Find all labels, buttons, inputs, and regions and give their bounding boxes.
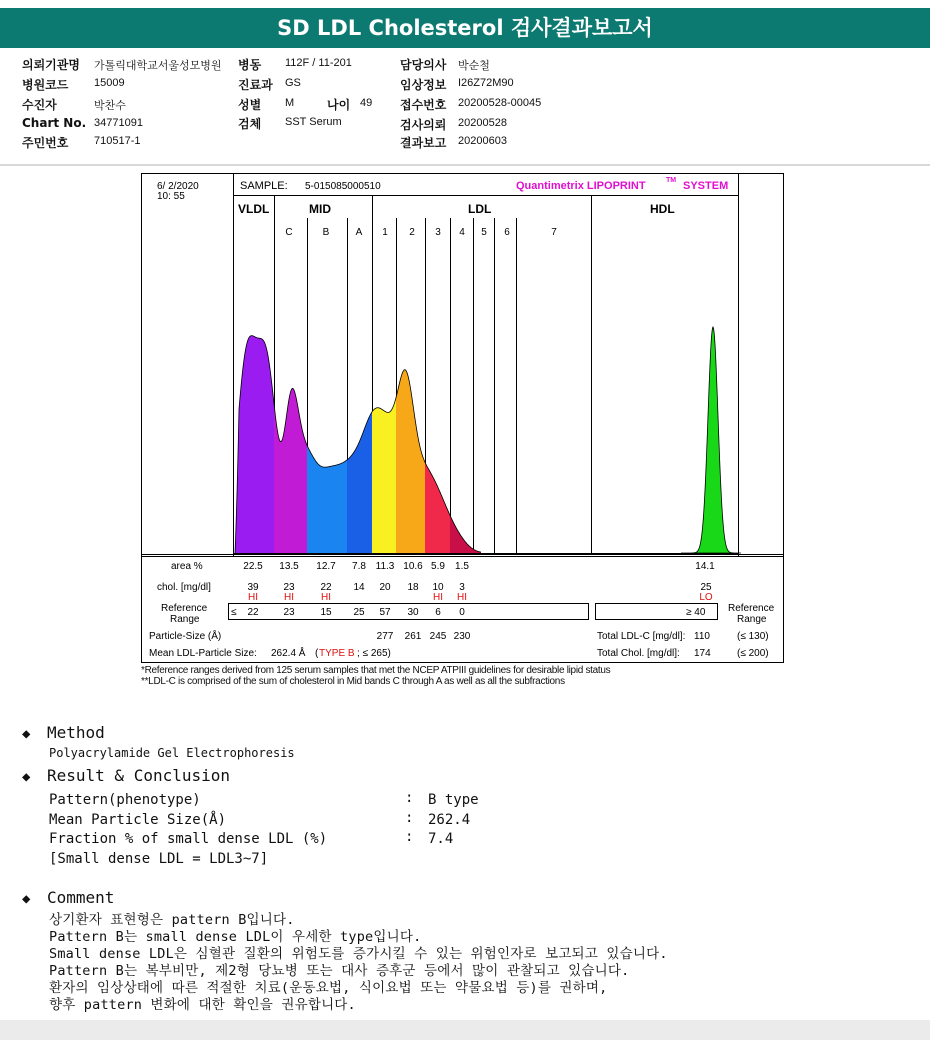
chart-no: 34771091: [94, 117, 143, 129]
area-value: 22.5: [243, 561, 263, 572]
result-row-label: Pattern(phenotype): [49, 792, 201, 808]
clinical-info: I26Z72M90: [458, 77, 514, 89]
particle-size-label: Particle-Size (Å): [149, 631, 222, 642]
dept: GS: [285, 77, 301, 89]
dept-label: 진료과: [238, 78, 273, 92]
sdldl-definition: [Small dense LDL = LDL3~7]: [49, 851, 269, 867]
ref-value: 6: [435, 607, 441, 618]
ward-label: 병동: [238, 58, 262, 72]
patient-info: [0, 52, 930, 164]
flag-value: HI: [433, 592, 443, 603]
subband-label: 3: [435, 227, 441, 238]
patient-label: 수진자: [22, 98, 57, 112]
ref-value: 23: [283, 607, 295, 618]
ref-value: 0: [459, 607, 465, 618]
hdl-ref: ≥ 40: [686, 607, 706, 618]
subband-label: 2: [409, 227, 415, 238]
flag-value: HI: [321, 592, 331, 603]
brand-name: Quantimetrix LIPOPRINT: [516, 180, 646, 192]
result-colon: :: [405, 829, 414, 845]
specimen: SST Serum: [285, 116, 342, 128]
total-ldlc-label: Total LDL-C [mg/dl]:: [597, 631, 686, 642]
area-value: 5.9: [431, 561, 445, 572]
total-chol-ref: (≤ 200): [737, 648, 769, 659]
type-open-paren: (: [315, 648, 319, 659]
total-ldlc-ref: (≤ 130): [737, 631, 769, 642]
result-row-value: 262.4: [428, 812, 471, 828]
chol-value: 10: [432, 582, 444, 593]
area-value: 12.7: [316, 561, 336, 572]
ref-label-line1: Reference: [161, 603, 208, 614]
mean-ldl-value: 262.4 Å: [271, 648, 306, 659]
ref-value: 22: [247, 607, 259, 618]
ref-label-right-line2: Range: [737, 614, 767, 625]
result-row-label: Mean Particle Size(Å): [49, 812, 227, 828]
result-heading: [22, 766, 230, 785]
requesting-org-label: 의뢰기관명: [22, 58, 80, 72]
diamond-bullet-icon: ◆: [22, 726, 31, 742]
result-report-label: 결과보고: [400, 136, 447, 150]
total-chol-label: Total Chol. [mg/dl]:: [597, 648, 680, 659]
area-value: 10.6: [403, 561, 423, 572]
ref-value: 15: [320, 607, 332, 618]
flag-value: HI: [248, 592, 258, 603]
ref-le-symbol: ≤: [231, 607, 237, 618]
band-peak: [372, 398, 396, 553]
diamond-bullet-icon: ◆: [22, 891, 31, 907]
doctor: 박순철: [458, 60, 490, 72]
particle-size-value: 230: [453, 631, 471, 642]
receipt-no-label: 접수번호: [400, 98, 447, 112]
subband-label: C: [285, 227, 293, 238]
mean-ldl-ref: ; ≤ 265): [357, 648, 391, 659]
comment-heading-text: Comment: [47, 888, 115, 907]
subband-label: A: [355, 227, 363, 238]
age-label: 나이: [327, 98, 351, 112]
comment-line: 향후 pattern 변화에 대한 확인을 권유합니다.: [49, 997, 356, 1013]
particle-size-value: 261: [404, 631, 422, 642]
subband-label: 7: [551, 227, 557, 238]
comment-line: 상기환자 표현형은 pattern B입니다.: [49, 912, 295, 928]
diamond-bullet-icon: ◆: [22, 769, 31, 785]
resident-no-label: 주민번호: [22, 136, 69, 150]
method-text: Polyacrylamide Gel Electrophoresis: [49, 746, 295, 760]
age: 49: [360, 97, 373, 109]
chol-value: 23: [283, 582, 295, 593]
subband-label: 5: [481, 227, 487, 238]
chol-value: 39: [247, 582, 259, 593]
area-label: area %: [171, 561, 203, 572]
ref-value: 30: [407, 607, 419, 618]
footnotes: [141, 665, 610, 687]
sex: M: [285, 97, 295, 109]
subband-label: 4: [459, 227, 465, 238]
result-row-value: 7.4: [428, 831, 454, 847]
flag-value: HI: [284, 592, 294, 603]
chol-label: chol. [mg/dl]: [157, 582, 211, 593]
flag-value: HI: [457, 592, 467, 603]
chart-no-label: Chart No.: [22, 116, 87, 130]
comment-line: 환자의 임상상태에 따른 적절한 치료(운동요법, 식이요법 또는 약물요법 등)를 권하며,: [49, 980, 608, 996]
total-chol-value: 174: [694, 648, 711, 659]
region-mid: MID: [309, 202, 331, 216]
patient-name: 박찬수: [94, 100, 126, 112]
total-ldlc-value: 110: [694, 631, 710, 642]
test-request: 20200528: [458, 117, 507, 129]
bottom-scroll-area: [0, 1020, 930, 1040]
subband-label: 6: [504, 227, 510, 238]
comment-line: Small dense LDL은 심혈관 질환의 위험도를 증가시킬 수 있는 위험인자로 보고되고 있습니다.: [49, 946, 668, 962]
result-row-value: B type: [428, 792, 479, 808]
doctor-label: 담당의사: [400, 58, 447, 72]
receipt-no: 20200528-00045: [458, 97, 542, 109]
particle-size-value: 277: [376, 631, 394, 642]
ward: 112F / 11-201: [285, 57, 352, 69]
result-heading-text: Result & Conclusion: [47, 766, 231, 785]
sex-label: 성별: [238, 98, 262, 112]
sample-id: 5-015085000510: [305, 181, 381, 192]
chol-value: 20: [379, 582, 391, 593]
method-heading: [22, 723, 105, 742]
chol-value: 18: [407, 582, 419, 593]
method-heading-text: Method: [47, 723, 105, 742]
result-colon: :: [405, 810, 414, 826]
ref-label-line2: Range: [170, 614, 200, 625]
area-value: 11.3: [375, 561, 395, 572]
ref-value: 25: [353, 607, 365, 618]
comment-line: Pattern B는 small dense LDL이 우세한 type입니다.: [49, 929, 422, 945]
footnote-2: **LDL-C is comprised of the sum of cholesterol in Mid bands C through A as well as all the subfractions: [141, 676, 565, 687]
subband-label: B: [322, 227, 330, 238]
report-date: 6/ 2/2020: [157, 181, 199, 192]
specimen-label: 검체: [238, 117, 262, 131]
mean-ldl-label: Mean LDL-Particle Size:: [149, 648, 257, 659]
sample-label: SAMPLE:: [240, 180, 288, 192]
brand-tm: TM: [666, 177, 677, 184]
result-row-label: Fraction % of small dense LDL (%): [49, 831, 328, 847]
hdl-chol: 25: [700, 582, 712, 593]
result-report: 20200603: [458, 135, 507, 147]
ref-value: 57: [379, 607, 391, 618]
region-ldl: LDL: [468, 202, 492, 216]
region-hdl: HDL: [650, 202, 675, 216]
comment-line: Pattern B는 복부비만, 제2형 당뇨병 또는 대사 증후군 등에서 많이 관찰되고 있습니다.: [49, 963, 630, 979]
ref-label-right-line1: Reference: [728, 603, 775, 614]
chol-value: 14: [353, 582, 365, 593]
chol-value: 3: [459, 582, 465, 593]
hdl-area: 14.1: [695, 561, 715, 572]
resident-no: 710517-1: [94, 135, 141, 147]
requesting-org: 가톨릭대학교서울성모병원: [94, 60, 222, 72]
hospital-code-label: 병원코드: [22, 78, 69, 92]
subband-label: 1: [382, 227, 388, 238]
info-separator: [0, 164, 930, 166]
footnote-1: *Reference ranges derived from 125 serum samples that met the NCEP ATPIII guidelines for desirable lipid status: [141, 665, 611, 676]
phenotype-type: TYPE B: [319, 648, 355, 659]
report-time: 10: 55: [157, 191, 185, 202]
particle-size-value: 245: [429, 631, 447, 642]
area-value: 13.5: [279, 561, 299, 572]
comment-heading: [22, 888, 114, 907]
brand-suffix: SYSTEM: [683, 180, 729, 192]
result-colon: :: [405, 790, 414, 806]
lipoprint-report: [141, 173, 784, 663]
test-request-label: 검사의뢰: [400, 118, 447, 132]
clinical-info-label: 임상정보: [400, 78, 447, 92]
region-vldl: VLDL: [238, 202, 270, 216]
area-value: 1.5: [455, 561, 469, 572]
chol-value: 22: [320, 582, 332, 593]
hospital-code: 15009: [94, 77, 125, 89]
report-title: SD LDL Cholesterol 검사결과보고서: [0, 8, 930, 48]
hdl-flag: LO: [699, 592, 713, 603]
area-value: 7.8: [352, 561, 366, 572]
